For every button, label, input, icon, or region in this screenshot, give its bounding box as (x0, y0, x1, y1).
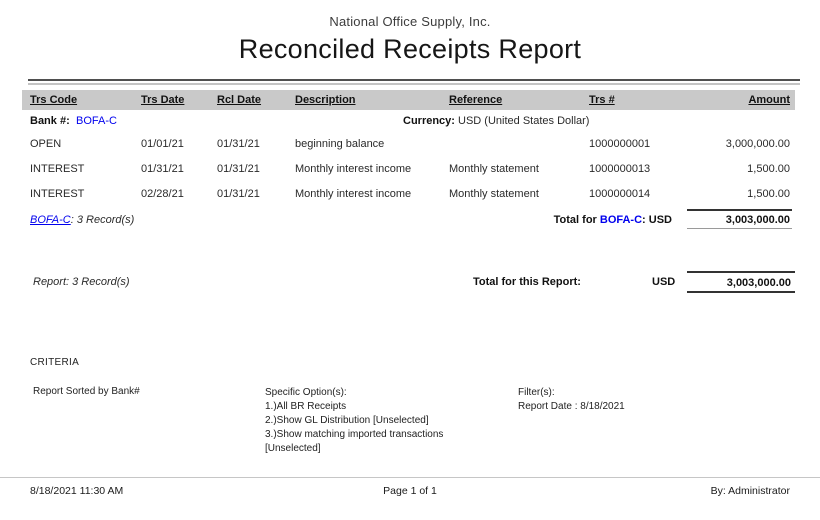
title-divider (28, 79, 800, 85)
table-header-row (22, 90, 795, 110)
criteria-filters-title: Filter(s): (518, 387, 555, 398)
bank-record-count (30, 209, 134, 231)
column-header-amount: Amount (748, 94, 790, 106)
cell-amount: 1,500.00 (747, 163, 790, 175)
criteria-filters (518, 386, 625, 414)
cell-description: Monthly interest income (295, 163, 412, 175)
cell-rcl-date: 01/31/21 (217, 163, 260, 175)
cell-rcl-date: 01/31/21 (217, 138, 260, 150)
footer-datetime: 8/18/2021 11:30 AM (30, 485, 124, 497)
cell-amount: 1,500.00 (747, 188, 790, 200)
table-row (22, 184, 795, 204)
criteria-sorted-by: Report Sorted by Bank# (33, 386, 140, 397)
bank-total-label-post: : USD (642, 214, 672, 226)
company-name: National Office Supply, Inc. (329, 14, 491, 29)
currency-line (403, 112, 589, 130)
cell-trs-number: 1000000001 (589, 138, 651, 150)
cell-trs-date: 01/01/21 (141, 138, 184, 150)
bank-number-label: Bank #: (30, 115, 70, 127)
cell-rcl-date: 01/31/21 (217, 188, 260, 200)
report-summary-row (0, 271, 820, 293)
column-header-description: Description (295, 94, 356, 106)
footer (0, 485, 820, 501)
footer-divider (0, 477, 820, 478)
cell-trs-number: 1000000014 (589, 188, 651, 200)
bank-group-header (0, 112, 820, 130)
bank-total-amount: 3,003,000.00 (687, 209, 792, 229)
currency-value: USD (United States Dollar) (458, 115, 590, 127)
criteria-option-item: [Unselected] (265, 443, 321, 454)
column-header-trs-date: Trs Date (141, 94, 185, 106)
footer-page-number: Page 1 of 1 (383, 485, 437, 497)
column-header-trs-number: Trs # (589, 94, 615, 106)
cell-trs-number: 1000000013 (589, 163, 651, 175)
criteria-specific-options (265, 386, 443, 456)
criteria-option-item: 1.)All BR Receipts (265, 401, 347, 412)
cell-description: Monthly interest income (295, 188, 412, 200)
criteria-filter-value: Report Date : 8/18/2021 (518, 401, 625, 412)
bank-code-link[interactable]: BOFA-C (599, 214, 643, 226)
cell-description: beginning balance (295, 138, 385, 150)
criteria-heading: CRITERIA (30, 357, 80, 368)
bank-records-text: : 3 Record(s) (70, 214, 135, 226)
report-total-label: Total for this Report: (473, 276, 581, 288)
bank-total-label-pre: Total for (553, 214, 600, 226)
table-row (22, 134, 795, 154)
report-total-currency: USD (652, 276, 676, 288)
currency-label: Currency: (403, 115, 455, 127)
column-header-trs-code: Trs Code (30, 94, 78, 106)
cell-amount: 3,000,000.00 (725, 138, 790, 150)
footer-generated-by: By: Administrator (710, 485, 790, 497)
cell-trs-code: INTEREST (30, 163, 85, 175)
criteria-option-item: 2.)Show GL Distribution [Unselected] (265, 415, 429, 426)
bank-total-label (554, 209, 672, 231)
report-record-count: Report: 3 Record(s) (33, 276, 130, 288)
column-header-rcl-date: Rcl Date (217, 94, 262, 106)
table-row (22, 159, 795, 179)
column-header-reference: Reference (449, 94, 503, 106)
criteria-option-item: 3.)Show matching imported transactions (265, 429, 444, 440)
cell-trs-date: 02/28/21 (141, 188, 184, 200)
report-total-amount: 3,003,000.00 (687, 271, 795, 293)
bank-code-link[interactable]: BOFA-C (30, 214, 71, 226)
cell-reference: Monthly statement (449, 188, 539, 200)
bank-summary-row (0, 209, 820, 231)
bank-code-link[interactable]: BOFA-C (76, 115, 117, 127)
cell-trs-code: OPEN (30, 138, 62, 150)
cell-reference: Monthly statement (449, 163, 539, 175)
cell-trs-code: INTEREST (30, 188, 85, 200)
page-title: Reconciled Receipts Report (238, 34, 582, 64)
cell-trs-date: 01/31/21 (141, 163, 184, 175)
criteria-options-title: Specific Option(s): (265, 387, 347, 398)
